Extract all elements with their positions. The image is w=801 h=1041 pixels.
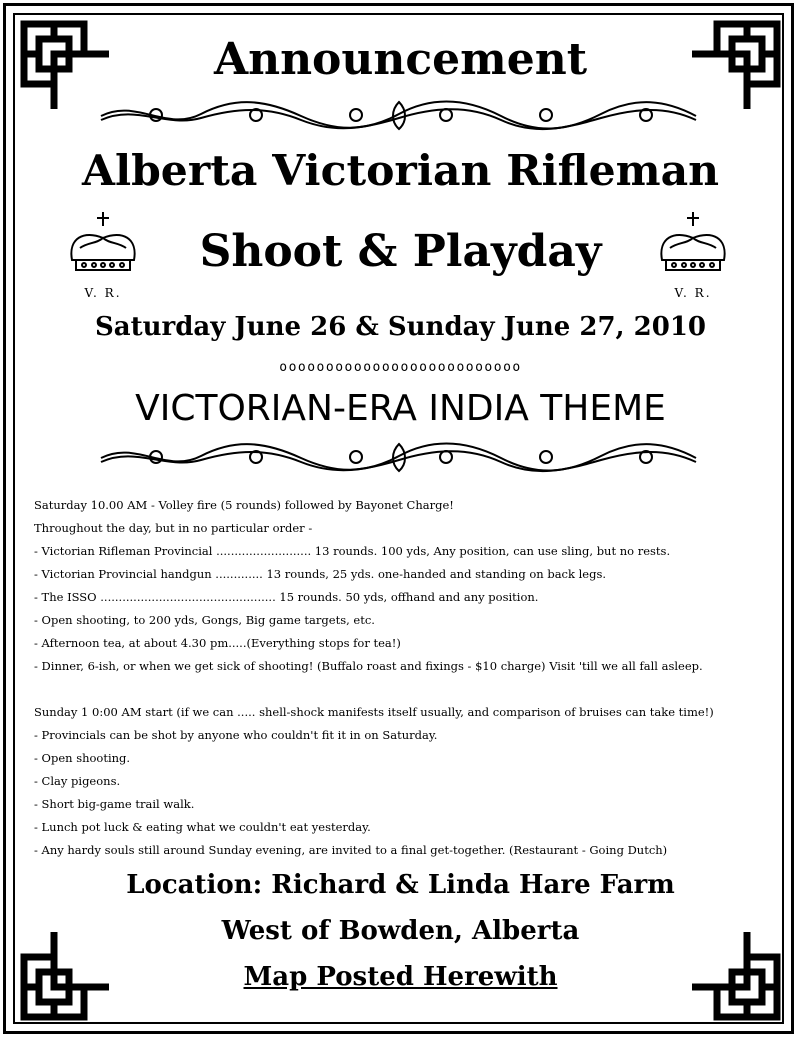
saturday-line: Throughout the day, but in no particular order -: [34, 521, 313, 535]
crown-label-left: V. R.: [84, 286, 122, 300]
location-heading: Location: Richard & Linda Hare Farm: [126, 870, 675, 900]
crown-label-right: V. R.: [674, 286, 712, 300]
crown-left: [62, 208, 144, 300]
crown-right: [652, 208, 734, 300]
saturday-line: - The ISSO ................................................ 15 rounds. 50 yds, offhand and any position.: [34, 590, 539, 604]
saturday-line: - Victorian Rifleman Provincial .......................... 13 rounds. 100 yds, Any position, can use sling, but no rests.: [34, 544, 671, 558]
sunday-line: - Short big-game trail walk.: [34, 797, 195, 811]
sunday-line: - Lunch pot luck & eating what we couldn't eat yesterday.: [34, 820, 371, 834]
announcement-heading: Announcement: [213, 34, 588, 85]
event-title-line1: Alberta Victorian Rifleman: [81, 146, 720, 196]
crown-icon: [652, 208, 734, 278]
saturday-line: - Dinner, 6-ish, or when we get sick of shooting! (Buffalo roast and fixings - $10 charge) Visit 'till we all fall asleep.: [34, 659, 703, 673]
schedule-body: [34, 494, 774, 862]
event-dates: Saturday June 26 & Sunday June 27, 2010: [95, 312, 706, 342]
crown-icon: [62, 208, 144, 278]
sunday-line: Sunday 1 0:00 AM start (if we can ..... shell-shock manifests itself usually, and comparison of bruises can take time!): [34, 705, 714, 719]
saturday-line: Saturday 10.00 AM - Volley fire (5 rounds) followed by Bayonet Charge!: [34, 498, 454, 512]
theme-heading: VICTORIAN-ERA INDIA THEME: [135, 388, 666, 429]
dotted-divider: oooooooooooooooooooooooooo: [279, 360, 522, 375]
saturday-line: - Open shooting, to 200 yds, Gongs, Big game targets, etc.: [34, 613, 375, 627]
sunday-line: - Provincials can be shot by anyone who couldn't fit it in on Saturday.: [34, 728, 438, 742]
map-notice: Map Posted Herewith: [243, 962, 558, 992]
section-gap: [34, 678, 774, 701]
sunday-line: - Open shooting.: [34, 751, 131, 765]
sunday-line: - Any hardy souls still around Sunday evening, are invited to a final get-together. (Restaurant - Going Dutch): [34, 843, 668, 857]
ornament-scroll-top-icon: [96, 96, 702, 134]
saturday-line: - Afternoon tea, at about 4.30 pm.....(Everything stops for tea!): [34, 636, 401, 650]
sunday-line: - Clay pigeons.: [34, 774, 121, 788]
saturday-line: - Victorian Provincial handgun ............. 13 rounds, 25 yds. one-handed and standing on back legs.: [34, 567, 607, 581]
location-place: West of Bowden, Alberta: [221, 916, 580, 946]
ornament-scroll-bottom-icon: [96, 438, 702, 476]
event-title-line2: Shoot & Playday: [199, 226, 602, 277]
